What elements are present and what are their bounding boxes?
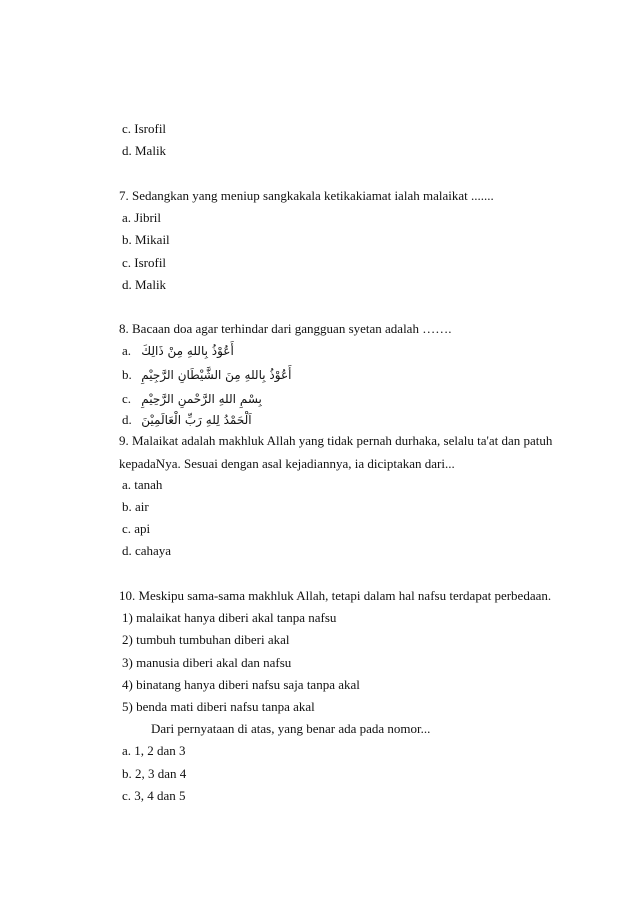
question-9-option-a: a. tanah <box>122 477 163 492</box>
question-8-option-c <box>122 391 262 407</box>
question-10-statement-2: 2) tumbuh tumbuhan diberi akal <box>122 632 290 647</box>
question-7-option-a: a. Jibril <box>122 210 161 225</box>
question-9-text-line-2: kepadaNya. Sesuai dengan asal kejadiannya, ia diciptakan dari... <box>119 456 455 471</box>
question-9-option-d: d. cahaya <box>122 543 172 558</box>
question-10-statement-3: 3) manusia diberi akal dan nafsu <box>122 655 292 670</box>
prev-option-d: d. Malik <box>122 143 167 158</box>
arabic-text: اَلْحَمْدُ لِلهِ رَبِّ الْعَالَمِيْنَ <box>141 413 252 427</box>
question-9-text-line-1: 9. Malaikat adalah makhluk Allah yang tidak pernah durhaka, selalu ta'at dan patuh <box>119 433 553 448</box>
question-10-statement-1: 1) malaikat hanya diberi akal tanpa nafsu <box>122 610 337 625</box>
question-10-option-a: a. 1, 2 dan 3 <box>122 743 186 758</box>
arabic-text: أَعُوْذُ بِاللهِ مِنَ الشَّيْطَانِ الرَّجِيْمِ <box>141 368 292 382</box>
question-10-prompt: Dari pernyataan di atas, yang benar ada pada nomor... <box>151 721 431 736</box>
arabic-text: بِسْمِ اللهِ الرَّحْمنِ الرَّحِيْمِ <box>141 392 262 406</box>
option-letter: d. <box>122 412 132 427</box>
question-8-text: 8. Bacaan doa agar terhindar dari gangguan syetan adalah ……. <box>119 321 452 336</box>
option-letter: c. <box>122 391 132 406</box>
question-7-option-d: d. Malik <box>122 277 167 292</box>
question-8-option-b <box>122 367 291 383</box>
prev-option-c: c. Isrofil <box>122 121 167 136</box>
option-letter: a. <box>122 343 132 358</box>
question-8-option-d <box>122 412 252 428</box>
question-7-option-b: b. Mikail <box>122 232 170 247</box>
question-10-option-c: c. 3, 4 dan 5 <box>122 788 186 803</box>
question-10-statement-5: 5) benda mati diberi nafsu tanpa akal <box>122 699 315 714</box>
arabic-text: أَعُوْذُ بِاللهِ مِنْ ذَالِكَ <box>141 344 234 358</box>
question-10-statement-4: 4) binatang hanya diberi nafsu saja tanpa akal <box>122 677 360 692</box>
option-letter: b. <box>122 367 132 382</box>
question-8-option-a <box>122 343 234 359</box>
question-9-option-b: b. air <box>122 499 149 514</box>
question-7-text: 7. Sedangkan yang meniup sangkakala ketikakiamat ialah malaikat ....... <box>119 188 494 203</box>
question-7-option-c: c. Isrofil <box>122 255 167 270</box>
question-10-text: 10. Meskipu sama-sama makhluk Allah, tetapi dalam hal nafsu terdapat perbedaan. <box>119 588 552 603</box>
question-10-option-b: b. 2, 3 dan 4 <box>122 766 187 781</box>
question-9-option-c: c. api <box>122 521 151 536</box>
